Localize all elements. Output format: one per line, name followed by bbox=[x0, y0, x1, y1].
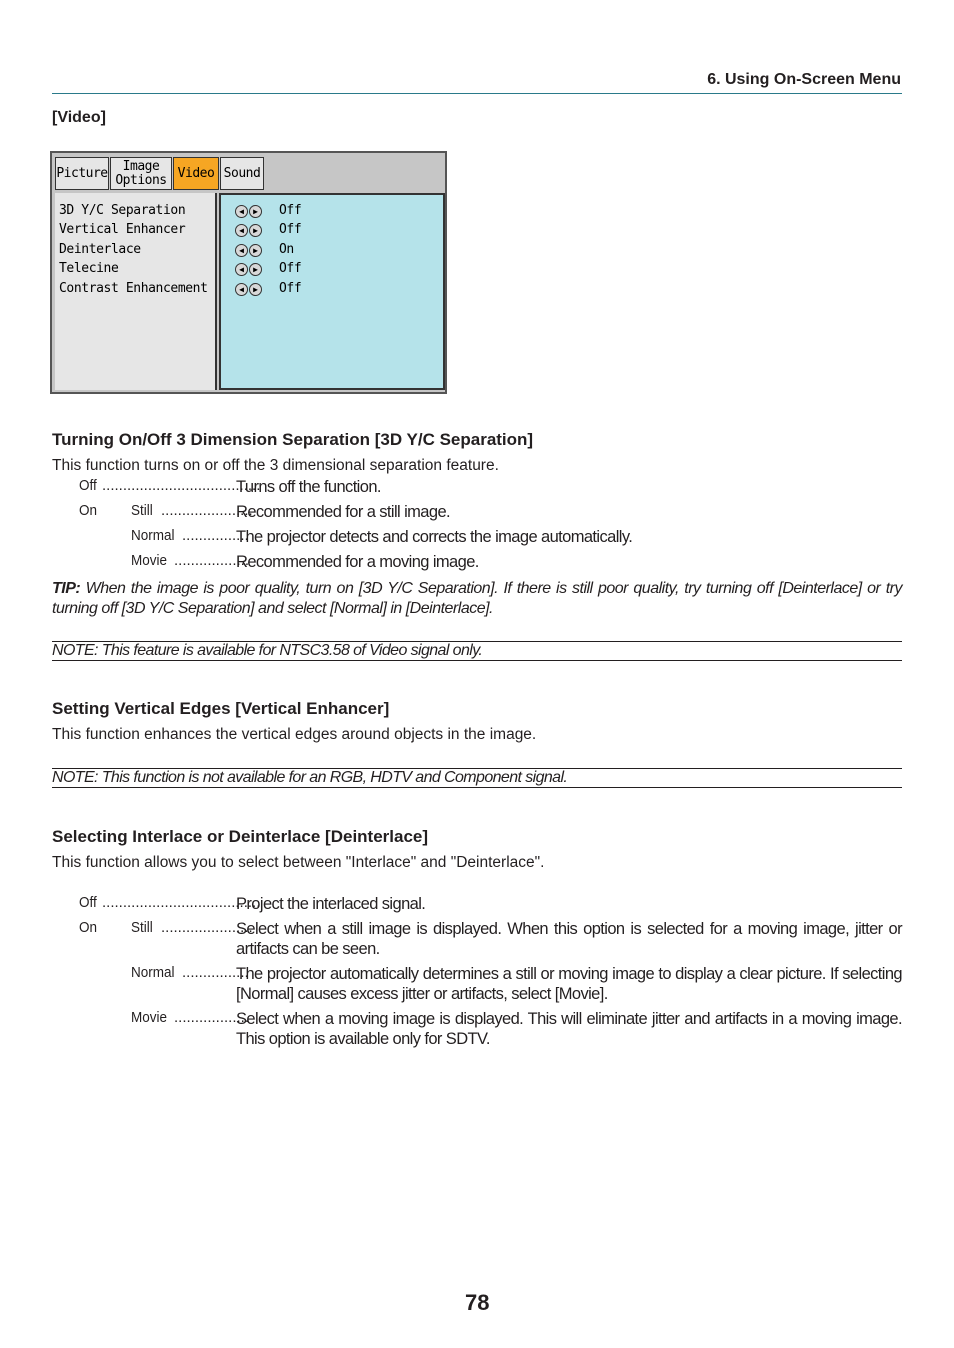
osd-arrows[interactable] bbox=[235, 263, 262, 276]
section-label: [Video] bbox=[52, 109, 106, 126]
osd-item-value: Off bbox=[279, 261, 302, 276]
section-heading: Selecting Interlace or Deinterlace [Deinterlace] bbox=[52, 827, 429, 846]
osd-arrows[interactable] bbox=[235, 224, 262, 237]
option-key: On bbox=[79, 919, 98, 936]
osd-item-label[interactable]: 3D Y/C Separation bbox=[59, 203, 186, 218]
osd-item-value: On bbox=[279, 242, 294, 257]
osd-arrows[interactable] bbox=[235, 283, 262, 296]
leader-dots: .................. bbox=[174, 1009, 250, 1026]
tip-paragraph bbox=[52, 579, 902, 619]
tab-image-options[interactable]: Image Options bbox=[110, 157, 172, 190]
option-desc: Project the interlaced signal. bbox=[236, 895, 426, 913]
chapter-title: 6. Using On-Screen Menu bbox=[707, 71, 901, 88]
option-desc: Recommended for a moving image. bbox=[236, 553, 479, 571]
option-sub: Normal bbox=[131, 527, 175, 544]
option-sub: Still bbox=[131, 919, 153, 936]
left-arrow-icon[interactable]: ◀ bbox=[235, 205, 248, 218]
right-arrow-icon[interactable]: ▶ bbox=[249, 205, 262, 218]
osd-arrows[interactable] bbox=[235, 244, 262, 257]
section-heading: Turning On/Off 3 Dimension Separation [3D Y/C Separation] bbox=[52, 430, 534, 449]
option-desc: Select when a moving image is displayed. This will eliminate jitter and artifacts in a moving image. This option is available only for SDTV. bbox=[236, 1010, 902, 1048]
right-arrow-icon[interactable]: ▶ bbox=[249, 283, 262, 296]
osd-arrows[interactable] bbox=[235, 205, 262, 218]
osd-item-label[interactable]: Contrast Enhancement bbox=[59, 281, 208, 296]
section-intro: This function turns on or off the 3 dimensional separation feature. bbox=[52, 457, 499, 474]
section-intro: This function allows you to select between "Interlace" and "Deinterlace". bbox=[52, 854, 545, 871]
option-sub: Movie bbox=[131, 552, 168, 569]
osd-item-label[interactable]: Vertical Enhancer bbox=[59, 222, 186, 237]
leader-dots: ................ bbox=[182, 964, 249, 981]
tip-text: When the image is poor quality, turn on [3D Y/C Separation]. If there is still poor quality, try turning off [Deinterlace] or try turning off [3D Y/C Separation] and select [Normal] in [Deinterlace]. bbox=[52, 580, 902, 617]
osd-item-label[interactable]: Telecine bbox=[59, 261, 119, 276]
option-key: Off bbox=[79, 894, 97, 911]
osd-value-panel bbox=[219, 193, 445, 390]
osd-item-value: Off bbox=[279, 222, 302, 237]
right-arrow-icon[interactable]: ▶ bbox=[249, 224, 262, 237]
left-arrow-icon[interactable]: ◀ bbox=[235, 283, 248, 296]
page-number: 78 bbox=[465, 1290, 490, 1315]
right-arrow-icon[interactable]: ▶ bbox=[249, 263, 262, 276]
left-arrow-icon[interactable]: ◀ bbox=[235, 263, 248, 276]
osd-menu bbox=[50, 151, 447, 394]
option-sub: Movie bbox=[131, 1009, 168, 1026]
tab-picture[interactable]: Picture bbox=[55, 157, 109, 190]
tab-sound[interactable]: Sound bbox=[220, 157, 264, 190]
note-box: NOTE: This function is not available for an RGB, HDTV and Component signal. bbox=[52, 768, 902, 788]
option-desc: Recommended for a still image. bbox=[236, 503, 451, 521]
note-box: NOTE: This feature is available for NTSC3.58 of Video signal only. bbox=[52, 641, 902, 661]
tip-label: TIP: bbox=[52, 580, 81, 597]
osd-item-value: Off bbox=[279, 281, 302, 296]
right-arrow-icon[interactable]: ▶ bbox=[249, 244, 262, 257]
left-arrow-icon[interactable]: ◀ bbox=[235, 244, 248, 257]
option-key: On bbox=[79, 502, 98, 519]
osd-item-label[interactable]: Deinterlace bbox=[59, 242, 141, 257]
leader-dots: ...................................... bbox=[102, 477, 261, 494]
tab-video[interactable]: Video bbox=[173, 157, 219, 190]
option-desc: The projector automatically determines a still or moving image to display a clear picture. If selecting [Normal] causes excess jitter or artifacts, select [Movie]. bbox=[236, 965, 902, 1003]
leader-dots: .................. bbox=[174, 552, 250, 569]
option-sub: Normal bbox=[131, 964, 175, 981]
option-desc: Turns off the function. bbox=[236, 478, 381, 496]
osd-item-panel bbox=[55, 193, 217, 390]
option-desc: Select when a still image is displayed. When this option is selected for a moving image, jitter or artifacts can be seen. bbox=[236, 920, 902, 958]
leader-dots: ...................... bbox=[161, 919, 253, 936]
option-key: Off bbox=[79, 477, 97, 494]
section-heading: Setting Vertical Edges [Vertical Enhancer] bbox=[52, 699, 390, 718]
osd-tabs bbox=[55, 157, 265, 191]
section-intro: This function enhances the vertical edges around objects in the image. bbox=[52, 726, 537, 743]
left-arrow-icon[interactable]: ◀ bbox=[235, 224, 248, 237]
option-desc: The projector detects and corrects the image automatically. bbox=[236, 528, 633, 546]
leader-dots: ...................... bbox=[161, 502, 253, 519]
header-rule bbox=[52, 93, 902, 94]
option-sub: Still bbox=[131, 502, 153, 519]
leader-dots: ................ bbox=[182, 527, 249, 544]
leader-dots: ...................................... bbox=[102, 894, 261, 911]
osd-item-value: Off bbox=[279, 203, 302, 218]
